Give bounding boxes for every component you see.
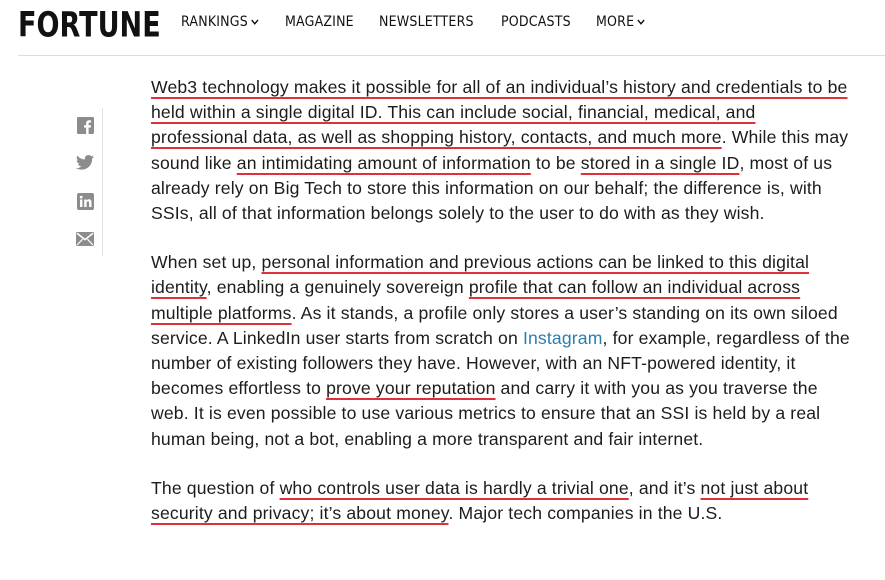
header-divider [18, 55, 885, 56]
highlighted-text: prove your reputation [326, 378, 496, 399]
instagram-link[interactable]: Instagram [522, 327, 603, 348]
share-email-button[interactable] [74, 228, 96, 250]
article-paragraph [151, 75, 851, 226]
top-navigation-bar [0, 0, 885, 56]
paragraph-text: to be [530, 152, 581, 173]
linkedin-icon [77, 193, 94, 210]
highlighted-text: an intimidating amount of information [236, 152, 531, 173]
fortune-logo[interactable]: FORTUNE [18, 4, 161, 45]
chevron-down-icon [251, 17, 260, 27]
share-bar-divider [102, 108, 103, 256]
paragraph-text: , for example, regardless of the number of existing followers they have. However, with an NFT-powered identity, it becomes effortless to [151, 327, 850, 399]
article-paragraph [151, 250, 851, 452]
paragraph-text: . While this may sound like [151, 127, 849, 173]
nav-newsletters[interactable] [379, 14, 474, 30]
paragraph-text: . Major tech companies in the U.S. [448, 503, 723, 524]
main-nav [181, 14, 668, 30]
paragraph-text: . As it stands, a profile only stores a user’s standing on its own siloed service. A LinkedIn user starts from scratch on [151, 302, 838, 348]
facebook-icon [77, 117, 94, 134]
twitter-icon [76, 155, 94, 170]
nav-newsletters-label: NEWSLETTERS [378, 14, 474, 30]
nav-magazine-label: MAGAZINE [285, 14, 355, 30]
highlighted-text: stored in a single ID [580, 152, 740, 173]
paragraph-text: The question of [151, 477, 280, 498]
nav-rankings-label: RANKINGS [181, 14, 248, 30]
highlighted-text: not just about security and privacy; it’s about money [151, 477, 809, 524]
nav-more-label: MORE [595, 14, 634, 30]
paragraph-text: When set up, [151, 252, 262, 273]
highlighted-text: Web3 technology makes it possible for all of an individual’s history and credentials to be held within a single digital ID. This can include social, financial, medical, and professional data, as well as shopping history, contacts, and much more [151, 77, 848, 148]
nav-more[interactable] [596, 14, 646, 30]
paragraph-text: , enabling a genuinely sovereign [206, 277, 469, 298]
share-twitter-button[interactable] [74, 151, 96, 173]
paragraph-text: and carry it with you as you traverse the web. It is even possible to use various metrics to ensure that an SSI is held by a real human being, not a bot, enabling a more transparent and fair internet. [151, 378, 821, 449]
chevron-down-icon [636, 17, 645, 27]
nav-rankings[interactable] [181, 14, 260, 30]
share-facebook-button[interactable] [74, 114, 96, 136]
nav-podcasts-label: PODCASTS [501, 14, 571, 30]
nav-magazine[interactable] [285, 14, 354, 30]
paragraph-text: , most of us already rely on Big Tech to store this information on our behalf; the difference is, with SSIs, all of that information belongs solely to the user to do with as they wish. [151, 152, 833, 224]
highlighted-text: personal information and previous actions can be linked to this digital identity [151, 252, 810, 298]
share-linkedin-button[interactable] [74, 190, 96, 212]
highlighted-text: profile that can follow an individual across multiple platforms [151, 277, 801, 323]
nav-podcasts[interactable] [501, 14, 571, 30]
paragraph-text: , and it’s [628, 477, 701, 498]
highlighted-text: who controls user data is hardly a trivial one [279, 477, 629, 498]
article-body [151, 75, 851, 550]
email-icon [76, 232, 94, 246]
article-paragraph [151, 476, 851, 526]
